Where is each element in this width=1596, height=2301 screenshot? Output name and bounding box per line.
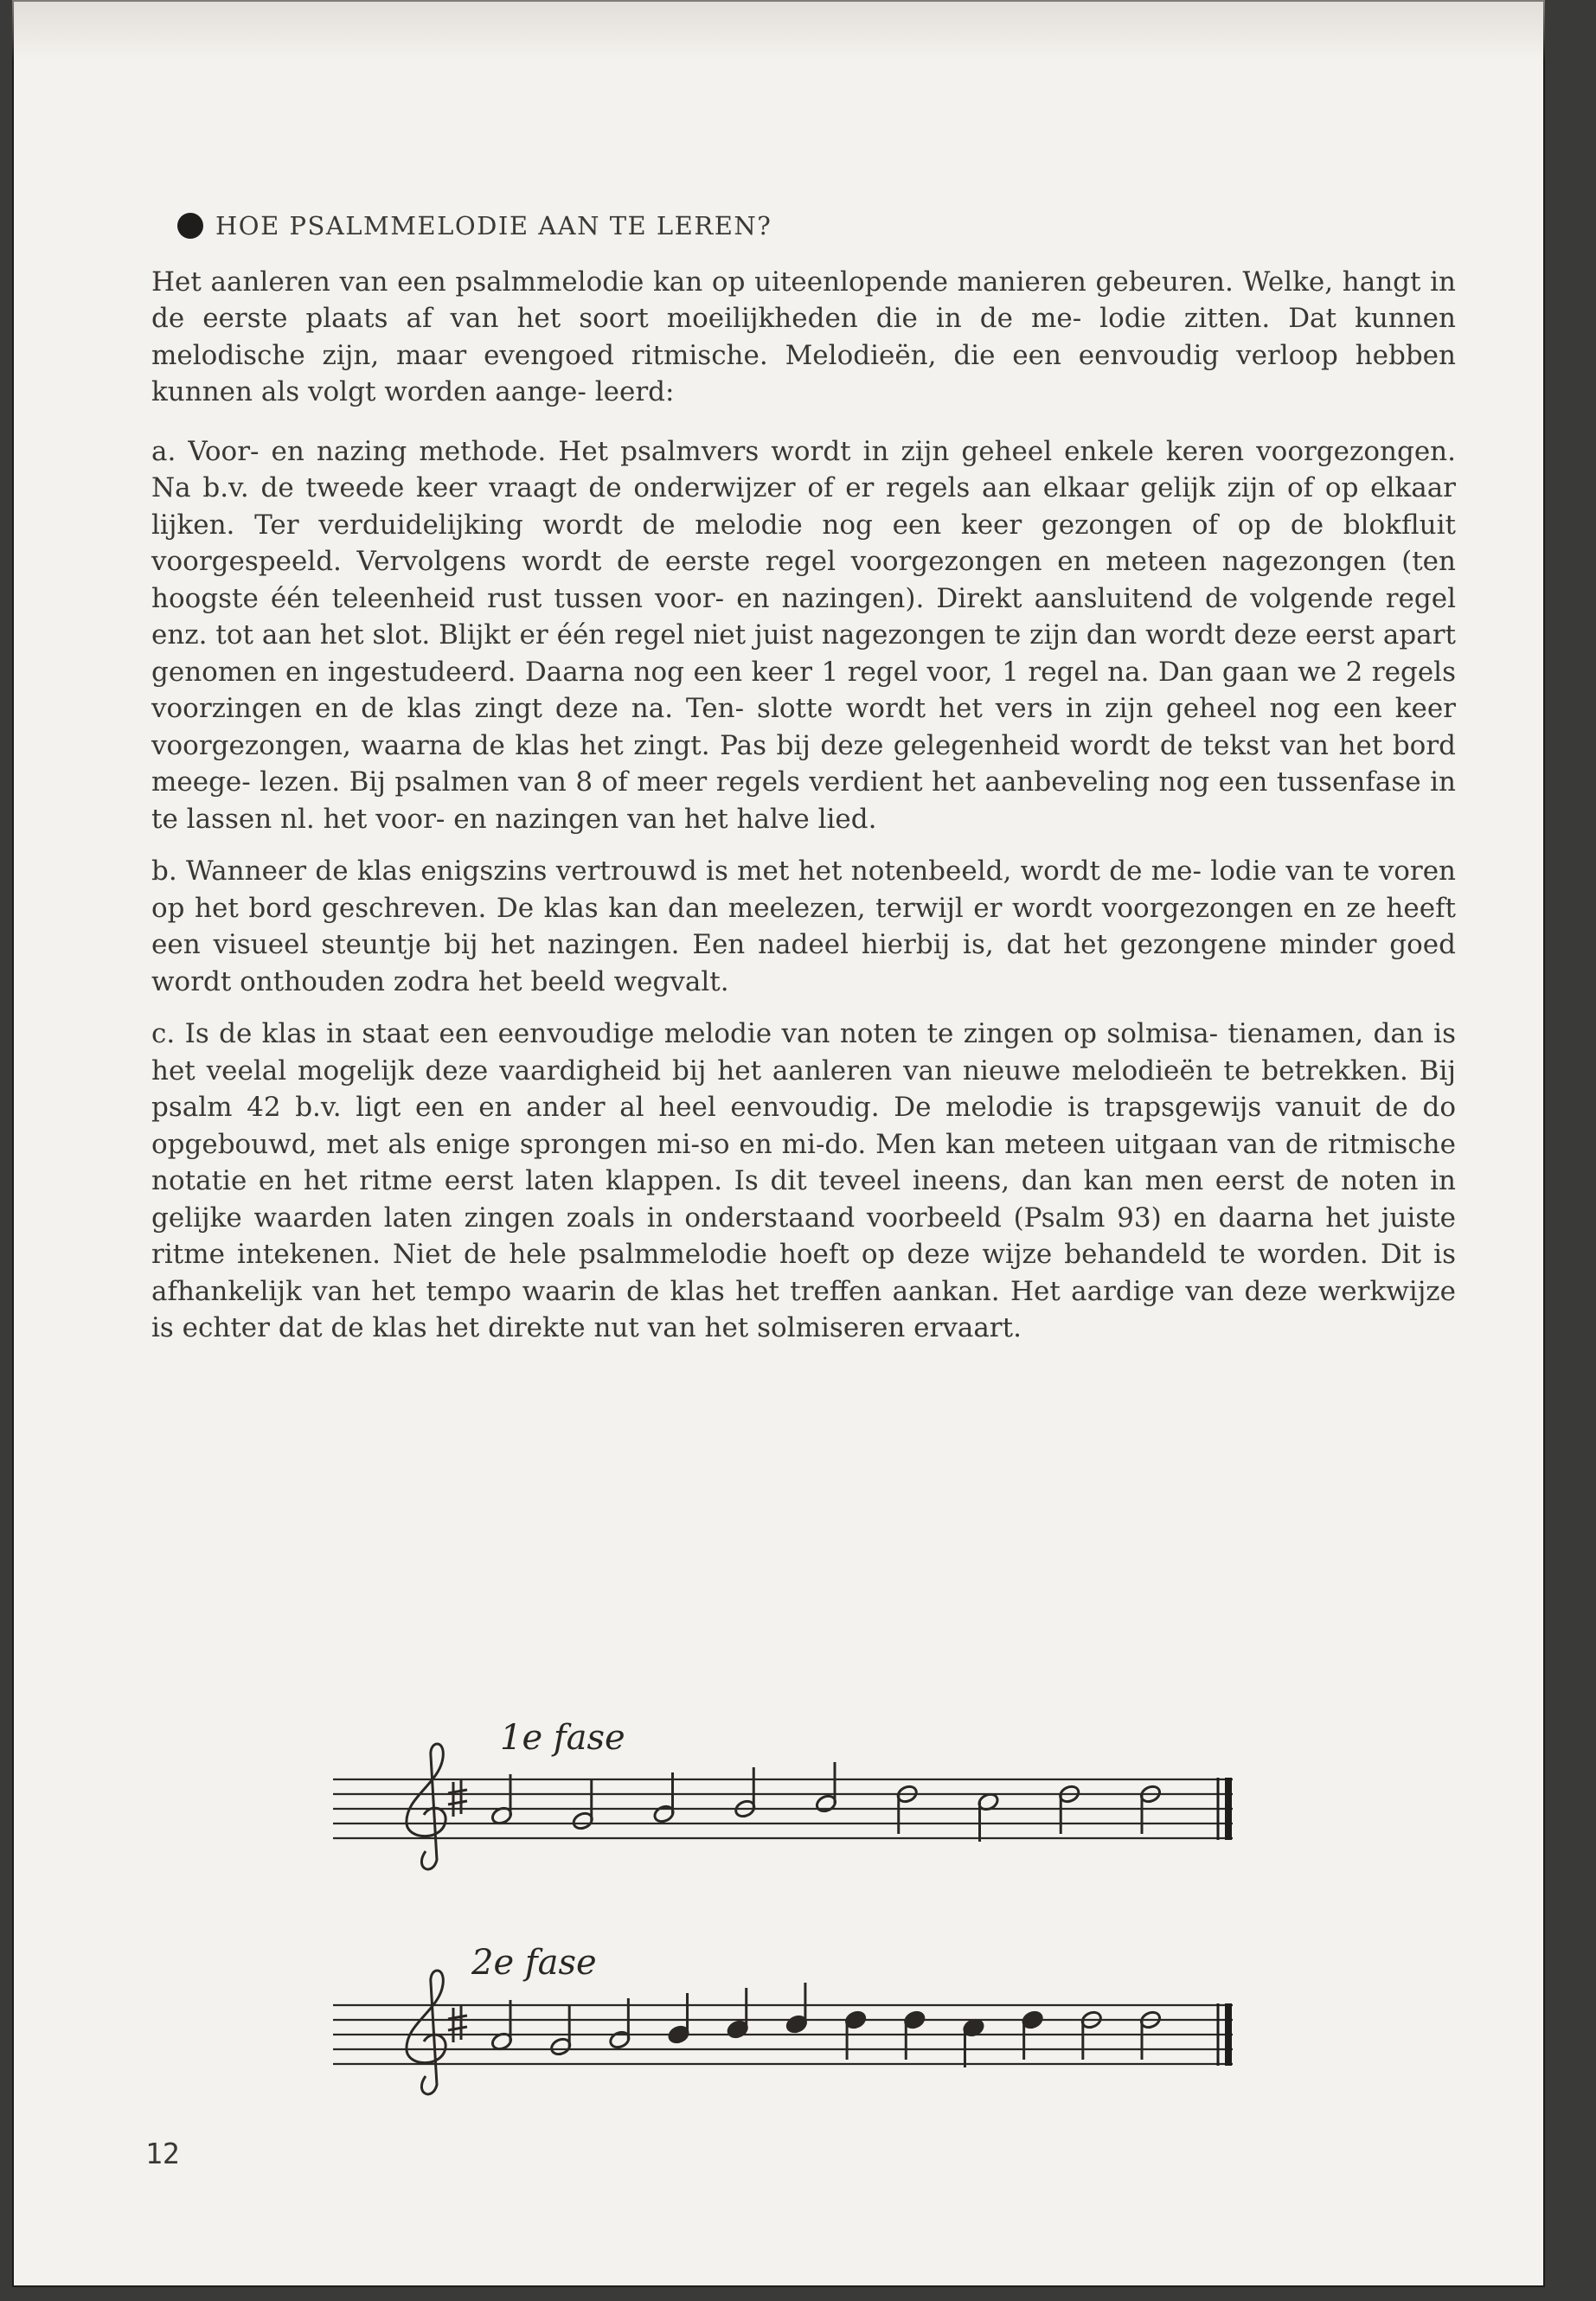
section-heading	[177, 208, 1456, 245]
paragraph-b: b. Wanneer de klas enigszins vertrouwd is met het notenbeeld, wordt de me- lodie van te voren op het bord geschreven. De klas kan dan meelezen, terwijl er wordt voorgezongen en ze heeft een visueel steuntje bij het nazingen. Een nadeel hierbij is, dat het gezongene minder goed wordt onthouden zodra het beeld wegvalt.	[151, 856, 1456, 997]
paragraph-a: a. Voor- en nazing methode. Het psalmvers wordt in zijn geheel enkele keren voorgezongen. Na b.v. de tweede keer vraagt de onderwijzer of er regels aan elkaar gelijk zijn of op elkaar lijken. Ter verduidelijking wordt de melodie nog een keer gezongen of op de blokfluit voorgespeeld. Vervolgens wordt de eerste regel voorgezongen en meteen nagezongen (ten hoogste één teleenheid rust tussen voor- en nazingen). Direkt aansluitend de volgende regel enz. tot aan het slot. Blijkt er één regel niet juist nagezongen te zijn dan wordt deze eerst apart genomen en ingestudeerd. Daarna nog een keer 1 regel voor, 1 regel na. Dan gaan we 2 regels voorzingen en de klas zingt deze na. Ten- slotte wordt het vers in zijn geheel nog een keer voorgezongen, waarna de klas het zingt. Pas bij deze gelegenheid wordt de tekst van het bord meege- lezen. Bij psalmen van 8 of meer regels verdient het aanbeveling nog een tussenfase in te lassen nl. het voor- en nazingen van het halve lied.	[151, 435, 1456, 835]
text-body	[151, 208, 1456, 1362]
page-number: 12	[145, 2137, 180, 2170]
bullet-icon	[177, 213, 203, 239]
staff-1-label: 1e fase	[500, 1718, 625, 1758]
section-heading-text: HOE PSALMMELODIE AAN TE LEREN?	[215, 211, 772, 240]
scan-edge	[12, 0, 1545, 61]
paragraph-intro: Het aanleren van een psalmmelodie kan op uiteenlopende manieren gebeuren. Welke, hangt in de eerste plaats af van het soort moeilijkheden die in de me- lodie zitten. Dat kunnen melodische zijn, maar evengoed ritmische. Melodieën, die een eenvoudig verloop hebben kunnen als volgt worden aange- leerd:	[151, 266, 1456, 407]
paragraph-c: c. Is de klas in staat een eenvoudige melodie van noten te zingen op solmisa- tienamen, dan is het veelal mogelijk deze vaardigheid bij het aanleren van nieuwe melodieën te betrekken. Bij psalm 42 b.v. ligt een en ander al heel eenvoudig. De melodie is trapsgewijs vanuit de do opgebouwd, met als enige sprongen mi-so en mi-do. Men kan meteen uitgaan van de ritmische notatie en het ritme eerst laten klappen. Is dit teveel ineens, dan kan men eerst de noten in gelijke waarden laten zingen zoals in onderstaand voorbeeld (Psalm 93) en daarna het juiste ritme intekenen. Niet de hele psalmmelodie hoeft op deze wijze behandeld te worden. Dit is afhankelijk van het tempo waarin de klas het treffen aankan. Het aardige van deze werkwijze is echter dat de klas het direkte nut van het solmiseren ervaart.	[151, 1018, 1456, 1343]
staff-2-label: 2e fase	[471, 1943, 597, 1983]
